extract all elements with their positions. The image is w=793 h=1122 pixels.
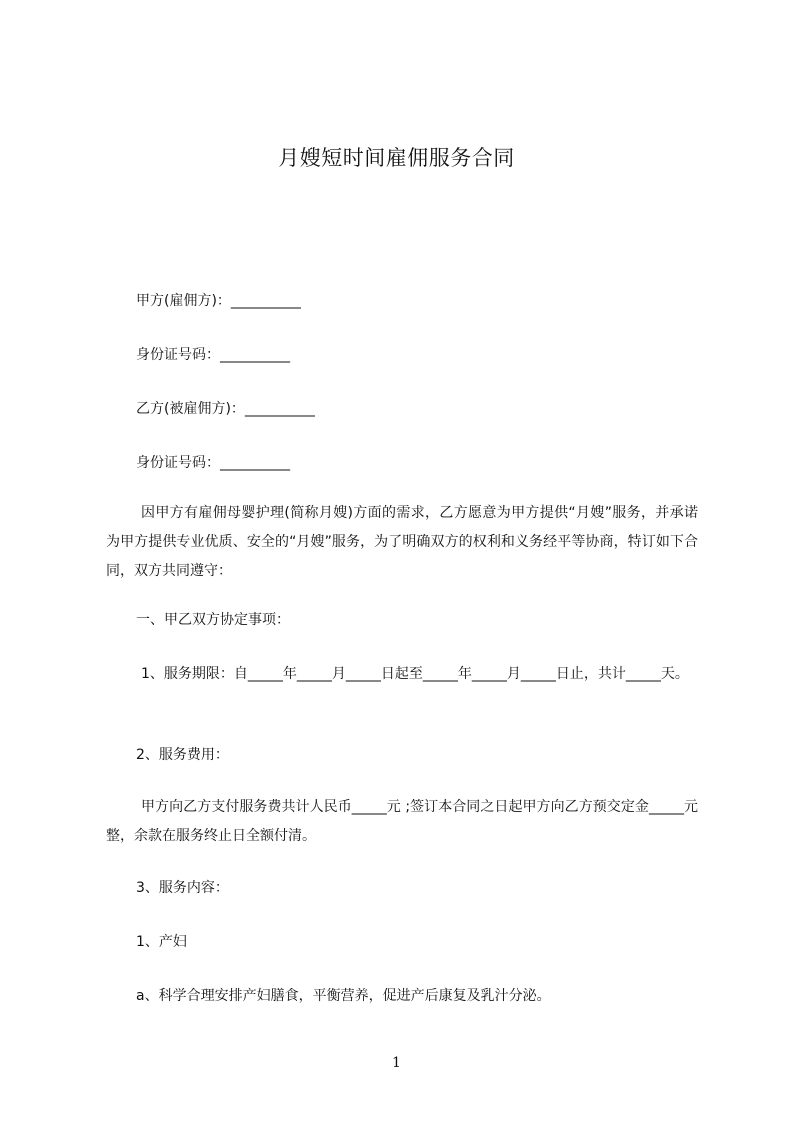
fee-heading: 2、服务费用：	[136, 747, 229, 763]
party-a-id-line: 身份证号码：__________	[136, 347, 290, 363]
page-title: 月嫂短时间雇佣服务合同	[278, 146, 515, 170]
fee-paragraph: 甲方向乙方支付服务费共计人民币_____元 ;签订本合同之日起甲方向乙方预交定金_____元整，余款在服务终止日全额付清。	[106, 799, 698, 844]
content-heading: 3、服务内容：	[136, 880, 229, 896]
mother-heading: 1、产妇	[136, 934, 187, 950]
section-heading: 一、甲乙双方协定事项：	[136, 612, 290, 628]
party-a-line: 甲方(雇佣方)：__________	[136, 293, 301, 309]
party-b-id-line: 身份证号码：__________	[136, 455, 290, 471]
intro-paragraph: 因甲方有雇佣母婴护理(简称月嫂)方面的需求，乙方愿意为甲方提供“月嫂”服务，并承诺为甲方提供专业优质、安全的“月嫂”服务，为了明确双方的权利和义务经平等协商，特订如下合同，双方共同遵守：	[106, 505, 698, 579]
page-number: 1	[392, 1055, 401, 1071]
service-term-paragraph: 1、服务期限：自_____年_____月_____日起至_____年_____月_____日止，共计_____天。	[141, 666, 689, 682]
list-item: a、科学合理安排产妇膳食，平衡营养，促进产后康复及乳汁分泌。	[136, 988, 551, 1004]
party-b-line: 乙方(被雇佣方)：__________	[136, 401, 315, 417]
